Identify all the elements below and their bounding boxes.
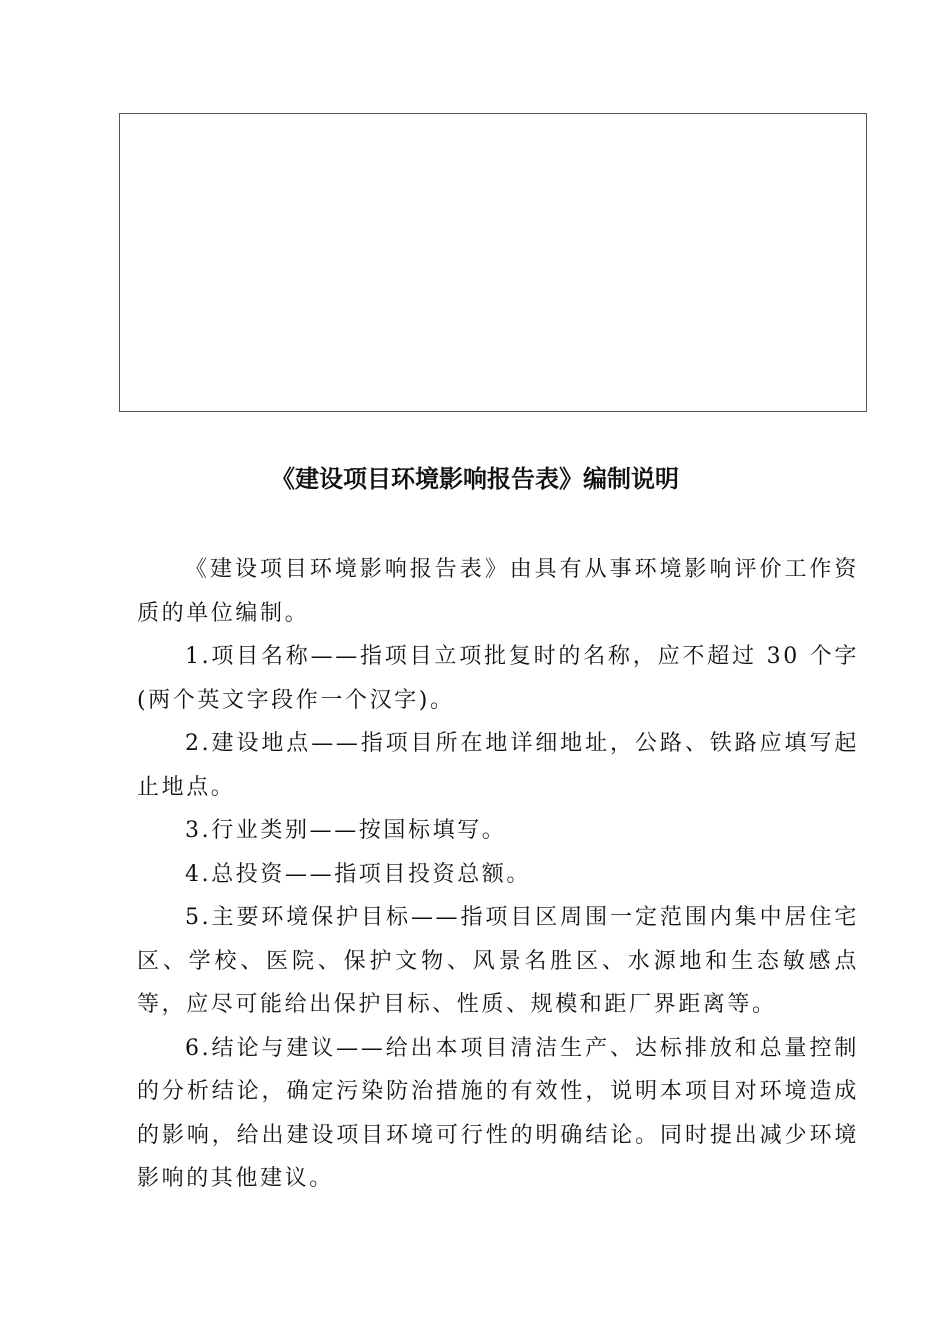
item-protection-targets: 5.主要环境保护目标——指项目区周围一定范围内集中居住宅区、学校、医院、保护文物、风景名胜区、水源地和生态敏感点等，应尽可能给出保护目标、性质、规模和距厂界距离等。 [137, 905, 859, 1017]
item-construction-site: 2.建设地点——指项目所在地详细地址，公路、铁路应填写起止地点。 [137, 731, 859, 800]
item-industry-category: 3.行业类别——按国标填写。 [185, 818, 507, 843]
item-project-name: 1.项目名称——指项目立项批复时的名称，应不超过 30 个字(两个英文字段作一个汉字)。 [137, 644, 859, 713]
item-conclusion-suggestions: 6.结论与建议——给出本项目清洁生产、达标排放和总量控制的分析结论，确定污染防治措施的有效性，说明本项目对环境造成的影响，给出建设项目环境可行性的明确结论。同时提出减少环境影响的其他建议。 [137, 1035, 859, 1191]
intro-paragraph: 《建设项目环境影响报告表》由具有从事环境影响评价工作资质的单位编制。 [137, 557, 859, 626]
document-title: 《建设项目环境影响报告表》编制说明 [271, 465, 679, 493]
empty-frame-box [119, 113, 867, 412]
item-total-investment: 4.总投资——指项目投资总额。 [185, 861, 531, 887]
document-body [137, 548, 859, 1201]
